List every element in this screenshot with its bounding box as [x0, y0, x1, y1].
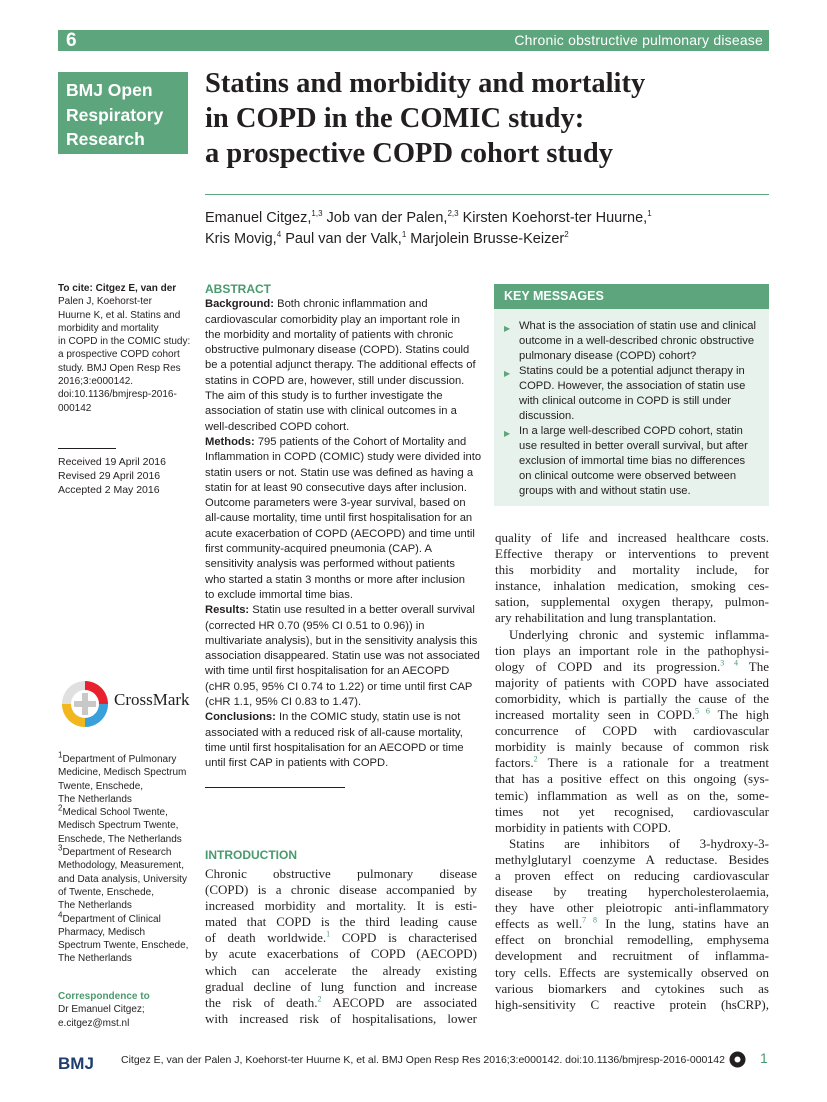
body-text: effects as well. — [495, 916, 583, 932]
body-line: with increased risk of hospitalisations, lower — [205, 1010, 477, 1026]
key-message-line: What is the association of statin use and clinical — [519, 320, 756, 332]
abstract-line: (corrected HR 0.70 (95% CI 0.51 to 0.96)) in — [205, 619, 425, 632]
body-line — [495, 707, 769, 723]
body-line: morbidity is mainly because of common risk — [495, 739, 769, 755]
bullet-icon: ▶ — [504, 369, 511, 378]
body-line: Statins are inhibitors of 3-hydroxy-3- — [509, 835, 769, 851]
affiliation-line: of Twente, Enschede, — [58, 886, 154, 898]
abstract-line: statin users or not. Statin use was defined as having a — [205, 466, 474, 479]
abstract-line: all-cause mortality, time until first hospitalisation for an — [205, 512, 473, 525]
open-access-icon: 6 — [66, 30, 77, 51]
dates-block — [58, 456, 190, 497]
author: Kris Movig, — [205, 231, 277, 247]
body-line: instance, inhalation medication, smoking ces- — [495, 578, 769, 594]
abstract-line: to exclude immortal time bias. — [205, 588, 353, 601]
introduction-heading: INTRODUCTION — [205, 848, 297, 862]
body-line: concurrence of COPD with cardiovascular — [495, 723, 769, 739]
page-number: 1 — [760, 1050, 768, 1066]
key-message-line: on clinical outcome were observed between — [519, 470, 737, 482]
body-line: Underlying chronic and systemic inflamma- — [509, 626, 769, 642]
affiliation-ref: 2,3 — [447, 209, 459, 219]
affiliation-line: The Netherlands — [58, 953, 132, 965]
abstract-line: The aim of this study is to further investigate the — [205, 390, 443, 403]
body-text: In the lung, statins have an — [597, 916, 769, 932]
key-message-line: In a large well-described COPD cohort, statin — [519, 425, 743, 437]
body-line: (COPD) is a chronic disease accompanied by — [205, 882, 477, 898]
affiliations-block — [58, 750, 190, 966]
cite-block — [58, 282, 190, 415]
abstract-line: association disappeared. Statin use was not associated — [205, 650, 480, 663]
affiliation-line: Spectrum Twente, Enschede, — [58, 940, 189, 952]
abstract-line: cardiovascular comorbidity play an important role in — [205, 313, 460, 326]
body-line: effect on bronchial remodelling, emphysema — [495, 932, 769, 948]
affiliation-number: 4 — [58, 910, 63, 920]
body-line: development and recruitment of inflamma- — [495, 948, 769, 964]
abstract-line: Inflammation in COPD (COMIC) study were divided into — [205, 451, 482, 464]
body-line: disease by treating hypercholesterolaemia, — [495, 884, 769, 900]
key-message-line: exclusion of immortal time bias no differences — [519, 455, 746, 467]
introduction-text — [205, 866, 477, 1027]
body-text: ology of COPD and its progression. — [495, 658, 721, 674]
abstract-rule — [205, 787, 345, 788]
abstract-line: time until first hospitalisation for an AECOPD or time — [205, 741, 464, 754]
affiliation-line: Medicine, Medisch Spectrum — [58, 767, 187, 779]
author: Paul van der Valk, — [281, 231, 402, 247]
abstract-line: the morbidity and mortality of patients with chronic — [205, 328, 454, 341]
article-title — [205, 66, 765, 171]
crossmark-label: CrossMark — [114, 690, 190, 709]
abstract-line: acute exacerbation of COPD (AECOPD) and time until — [205, 527, 475, 540]
citation-ref[interactable]: 1 — [326, 930, 331, 940]
author: Kirsten Koehorst-ter Huurne, — [458, 210, 648, 226]
cite-line: 000142 — [58, 402, 92, 414]
brand-line: Research — [66, 129, 145, 149]
author: Emanuel Citgez, — [205, 210, 312, 226]
affiliation-line: Department of Pulmonary — [62, 754, 177, 765]
citation-ref[interactable]: 5 6 — [695, 706, 710, 716]
abstract-line: Statin use resulted in a better overall survival — [249, 604, 475, 617]
body-line: Effective therapy or interventions to prevent — [495, 546, 769, 562]
key-message-line: with clinical outcome in COPD is still under — [519, 395, 732, 407]
body-text: There is a rationale for a treatment — [537, 755, 769, 771]
journal-brand — [58, 72, 188, 154]
abstract-line: statin for at least 90 consecutive days after inclusion. — [205, 481, 467, 494]
abstract-line: sensitivity analysis was performed without patients — [205, 558, 455, 571]
cite-line: a prospective COPD cohort — [58, 349, 180, 361]
body-line: Chronic obstructive pulmonary disease — [205, 866, 477, 881]
body-line: tion plays an important role in the pathophysi- — [495, 642, 769, 658]
abstract-line: who started a statin 3 months or more after inclusion — [205, 573, 465, 586]
citation-ref[interactable]: 7 8 — [582, 915, 598, 925]
abstract-label: Background: — [205, 298, 274, 311]
body-text: The high — [709, 707, 769, 723]
key-messages-box — [494, 284, 769, 506]
body-text: COPD is characterised — [330, 930, 477, 946]
correspondence-name: Dr Emanuel Citgez; — [58, 1004, 145, 1016]
key-message-line: Statins could be a potential adjunct therapy in — [519, 365, 745, 377]
abstract-line: be a potential adjunct therapy. The additional effects of — [205, 359, 476, 372]
key-message-item — [504, 424, 761, 499]
crossmark-icon — [60, 676, 110, 732]
key-message-line: use resulted in better overall survival, but after — [519, 440, 748, 452]
author: Marjolein Brusse-Keizer — [406, 231, 565, 247]
affiliation-line: The Netherlands — [58, 900, 132, 912]
cite-line: morbidity and mortality — [58, 322, 159, 334]
key-messages-heading: KEY MESSAGES — [494, 284, 769, 309]
body-text: factors. — [495, 755, 534, 771]
body-line: this morbidity and mortality include, for — [495, 562, 769, 578]
cite-line: study. BMJ Open Resp Res — [58, 362, 181, 374]
affiliation-ref: 1,3 — [311, 209, 323, 219]
body-line: various biomarkers and cytokines such as — [495, 980, 769, 996]
body-line: temic) inflammation as well as on the, some- — [495, 787, 769, 803]
crossmark-badge[interactable] — [58, 676, 193, 736]
body-line: by acute exacerbations of COPD (AECOPD) — [205, 946, 477, 962]
title-line: a prospective COPD cohort study — [205, 138, 613, 169]
title-line: Statins and morbidity and mortality — [205, 68, 646, 99]
abstract-label: Results: — [205, 604, 250, 617]
body-line — [495, 755, 769, 771]
correspondence-heading: Correspondence to — [58, 991, 150, 1002]
body-line: which can accelerate the already existing — [205, 962, 477, 978]
key-message-line: discussion. — [519, 410, 575, 422]
sidebar-rule — [58, 448, 116, 449]
body-line: that has a positive effect on this ongoing (sys- — [495, 771, 769, 787]
abstract-line: (cHR 0.95, 95% CI 0.74 to 1.22) or time until first CAP — [205, 680, 473, 693]
brand-line: BMJ Open — [66, 80, 153, 100]
body-line: mated that COPD is the third leading cause — [205, 914, 477, 930]
affiliation-line: Medisch Spectrum Twente, — [58, 820, 179, 832]
body-line: times not yet recognised, cardiovascular — [495, 803, 769, 819]
citation-ref[interactable]: 3 4 — [720, 658, 738, 668]
body-line: sation, supplemental oxygen therapy, pulmon- — [495, 594, 769, 610]
cite-line: in COPD in the COMIC study: — [58, 336, 191, 348]
key-message-line: groups with and without statin use. — [519, 485, 691, 497]
affiliation-ref: 1 — [401, 230, 407, 240]
abstract-line: with time until first hospitalisation for an AECOPD — [205, 665, 450, 678]
affiliation-ref: 2 — [564, 230, 569, 240]
affiliation-ref: 4 — [276, 230, 282, 240]
cite-line: Huurne K, et al. Statins and — [58, 309, 181, 321]
abstract-line: 795 patients of the Cohort of Mortality and — [254, 435, 467, 448]
cite-line: 2016;3:e000142. — [58, 376, 134, 388]
body-line: majority of patients with COPD have associated — [495, 674, 769, 690]
abstract-line: association of statin use with clinical outcomes in a — [205, 405, 457, 418]
header-bar — [58, 30, 769, 51]
abstract-label: Methods: — [205, 435, 255, 448]
body-line: tory cells. Effects are systemically observed on — [495, 964, 769, 980]
abstract-line: (cHR 1.1, 95% CI 0.83 to 1.47). — [205, 696, 362, 709]
affiliation-line: Twente, Enschede, — [58, 780, 144, 792]
affiliation-line: The Netherlands — [58, 793, 132, 805]
abstract-label: Conclusions: — [205, 711, 276, 724]
affiliation-line: Methodology, Measurement, — [58, 860, 184, 872]
abstract-heading: ABSTRACT — [205, 282, 271, 296]
brand-line: Respiratory — [66, 104, 164, 125]
column-two-text — [495, 530, 769, 1013]
affiliation-number: 2 — [58, 803, 63, 813]
category-label: Chronic obstructive pulmonary disease — [514, 32, 763, 48]
body-line: comorbidity, which is partially the cause of the — [495, 690, 769, 706]
revised-date: Revised 29 April 2016 — [58, 469, 161, 482]
key-message-line: outcome in a well-described chronic obstructive — [519, 335, 755, 347]
abstract-line: obstructive pulmonary disease (COPD). Statins could — [205, 344, 470, 357]
body-line — [495, 916, 769, 932]
body-line: gradual decline of lung function and increase — [205, 978, 477, 994]
title-line: in COPD in the COMIC study: — [205, 103, 585, 134]
abstract — [205, 282, 482, 772]
body-text: AECOPD are associated — [321, 994, 477, 1010]
affiliation-line: Enschede, The Netherlands — [58, 833, 182, 845]
received-date: Received 19 April 2016 — [58, 456, 166, 468]
body-text: the risk of death. — [205, 994, 318, 1010]
affiliation-number: 1 — [58, 750, 63, 760]
abstract-line: Both chronic inflammation and — [274, 298, 428, 311]
affiliation-line: Department of Research — [62, 847, 172, 859]
abstract-line: first community-acquired pneumonia (CAP). A — [205, 543, 432, 556]
affiliation-line: Pharmacy, Medisch — [58, 926, 146, 938]
body-line — [205, 930, 477, 946]
body-line — [205, 995, 477, 1011]
cite-line: To cite: Citgez E, van der — [58, 283, 177, 294]
author-list — [205, 208, 769, 250]
abstract-line: Outcome parameters were 3-year survival, based on — [205, 497, 466, 510]
oa-badge-icon — [729, 1051, 746, 1068]
cite-line: Palen J, Koehorst-ter — [58, 296, 152, 308]
correspondence-block — [58, 990, 190, 1030]
abstract-line: associated with a reduced risk of all-cause mortality, — [205, 726, 463, 739]
body-text: The — [737, 658, 769, 674]
correspondence-email[interactable]: e.citgez@mst.nl — [58, 1017, 130, 1029]
abstract-line: until first CAP in patients with COPD. — [205, 757, 389, 770]
body-line: a proven effect on reducing cardiovascular — [495, 867, 769, 883]
title-rule — [205, 194, 769, 195]
bullet-icon: ▶ — [504, 429, 511, 438]
affiliation-line: Medical School Twente, — [62, 807, 168, 819]
bullet-icon: ▶ — [504, 324, 511, 333]
cite-line: doi:10.1136/bmjresp-2016- — [58, 389, 177, 401]
abstract-line: well-described COPD cohort. — [205, 420, 350, 433]
body-line: high-sensitivity C reactive protein (hsCRP), — [495, 996, 769, 1012]
key-message-line: COPD. However, the association of statin use — [519, 380, 746, 392]
affiliation-ref: 1 — [647, 209, 652, 219]
body-line: ary rehabilitation and lung transplantation. — [495, 610, 717, 626]
affiliation-line: and Data analysis, University — [58, 873, 187, 885]
body-line: they have other pleiotropic anti-inflammatory — [495, 900, 769, 916]
key-message-line: pulmonary disease (COPD) cohort? — [519, 350, 697, 362]
citation-ref[interactable]: 2 — [317, 994, 322, 1004]
body-line: increased morbidity and mortality. It is esti- — [205, 898, 477, 914]
body-line: quality of life and increased healthcare costs. — [495, 530, 769, 545]
body-line: morbidity in patients with COPD. — [495, 819, 671, 835]
citation-ref[interactable]: 2 — [533, 754, 538, 764]
affiliation-line: Department of Clinical — [62, 913, 161, 925]
body-text: increased mortality seen in COPD. — [495, 707, 696, 723]
affiliation-number: 3 — [58, 843, 63, 853]
key-message-item — [504, 319, 761, 364]
key-message-item — [504, 364, 761, 424]
accepted-date: Accepted 2 May 2016 — [58, 483, 160, 496]
publisher-logo: BMJ — [58, 1054, 94, 1073]
author: Job van der Palen, — [322, 210, 448, 226]
body-text: of death worldwide. — [205, 930, 327, 946]
body-line — [495, 659, 769, 675]
body-line: methylglutaryl coenzyme A reductase. Besides — [495, 851, 769, 867]
abstract-line: multivariate analysis), but in the sensitivity analysis this — [205, 634, 478, 647]
footer-citation: Citgez E, van der Palen J, Koehorst-ter Huurne K, et al. BMJ Open Resp Res 2016;3:e000142. doi:10.1136/bmjresp-2016-000142 — [121, 1054, 725, 1066]
abstract-line: In the COMIC study, statin use is not — [275, 711, 461, 724]
abstract-line: statins in COPD are, however, still under discussion. — [205, 374, 465, 387]
